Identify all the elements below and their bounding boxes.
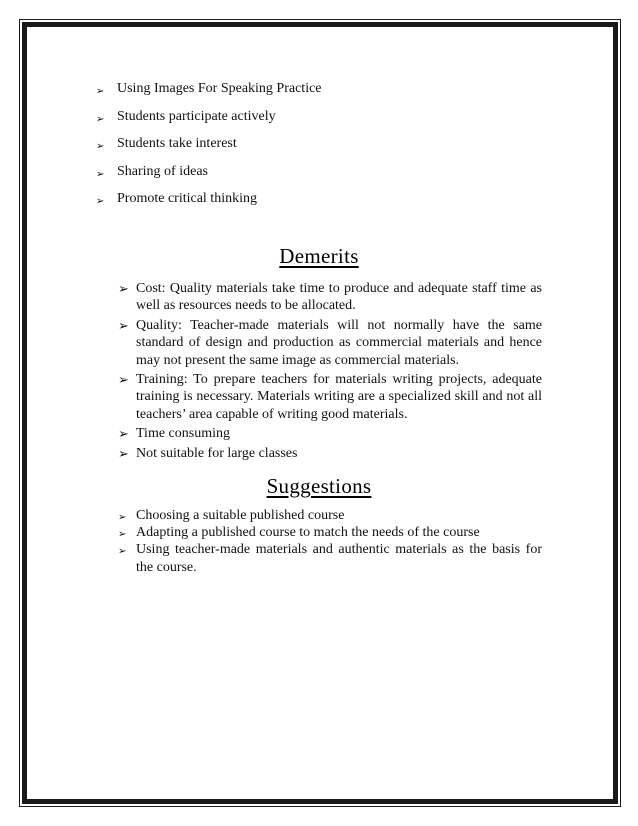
list-item: [118, 425, 542, 442]
list-item-text: Students take interest: [117, 136, 237, 151]
list-item-text: Using Images For Speaking Practice: [117, 81, 322, 96]
suggestions-heading: Suggestions: [266, 474, 372, 498]
list-item-text: Sharing of ideas: [117, 163, 208, 179]
list-item: [118, 371, 542, 423]
list-item-text: Quality: Teacher-made materials will not normally have the same standard of design and production as commercial materials and hence may not present the same image as commercial materials.: [136, 317, 542, 368]
arrow-bullet-icon: ➢: [96, 196, 105, 207]
list-item-text: Cost: Quality materials take time to produce and adequate staff time as well as resources needs to be allocated.: [136, 281, 542, 314]
list-item: [96, 80, 556, 108]
list-item-text: Choosing a suitable published course: [136, 508, 345, 523]
arrow-bullet-icon: ➢: [118, 546, 127, 558]
arrow-bullet-icon: ➢: [96, 141, 105, 152]
suggestions-list: [118, 507, 542, 576]
arrow-bullet-icon: ➢: [118, 318, 129, 334]
arrow-bullet-icon: ➢: [118, 282, 129, 297]
list-item: [118, 524, 542, 541]
demerits-list: [118, 280, 542, 464]
list-item: [96, 190, 556, 218]
list-item-text: Students participate actively: [117, 108, 276, 124]
list-item: [118, 445, 542, 462]
advantages-list: [96, 80, 556, 218]
list-item-text: Training: To prepare teachers for materials writing projects, adequate training is necessary. Materials writing are a specialized skill and not all teachers’ area capable of writing good materials.: [136, 372, 542, 422]
arrow-bullet-icon: ➢: [118, 446, 129, 462]
list-item-text: Promote critical thinking: [117, 191, 257, 206]
list-item: [118, 317, 542, 369]
list-item-text: Not suitable for large classes: [136, 445, 298, 461]
arrow-bullet-icon: ➢: [118, 512, 127, 523]
arrow-bullet-icon: ➢: [96, 113, 105, 125]
list-item: [96, 108, 556, 136]
list-item: [118, 541, 542, 575]
arrow-bullet-icon: ➢: [118, 373, 129, 389]
list-item: [118, 507, 542, 524]
list-item: [96, 135, 556, 163]
arrow-bullet-icon: ➢: [96, 86, 105, 97]
list-item-text: Using teacher-made materials and authentic materials as the basis for the course.: [136, 542, 542, 575]
arrow-bullet-icon: ➢: [118, 427, 129, 443]
list-item: [96, 163, 556, 191]
arrow-bullet-icon: ➢: [96, 168, 105, 180]
list-item-text: Adapting a published course to match the needs of the course: [136, 525, 480, 541]
list-item: [118, 280, 542, 315]
list-item-text: Time consuming: [136, 426, 230, 442]
demerits-heading: Demerits: [279, 244, 359, 268]
arrow-bullet-icon: ➢: [118, 529, 127, 541]
